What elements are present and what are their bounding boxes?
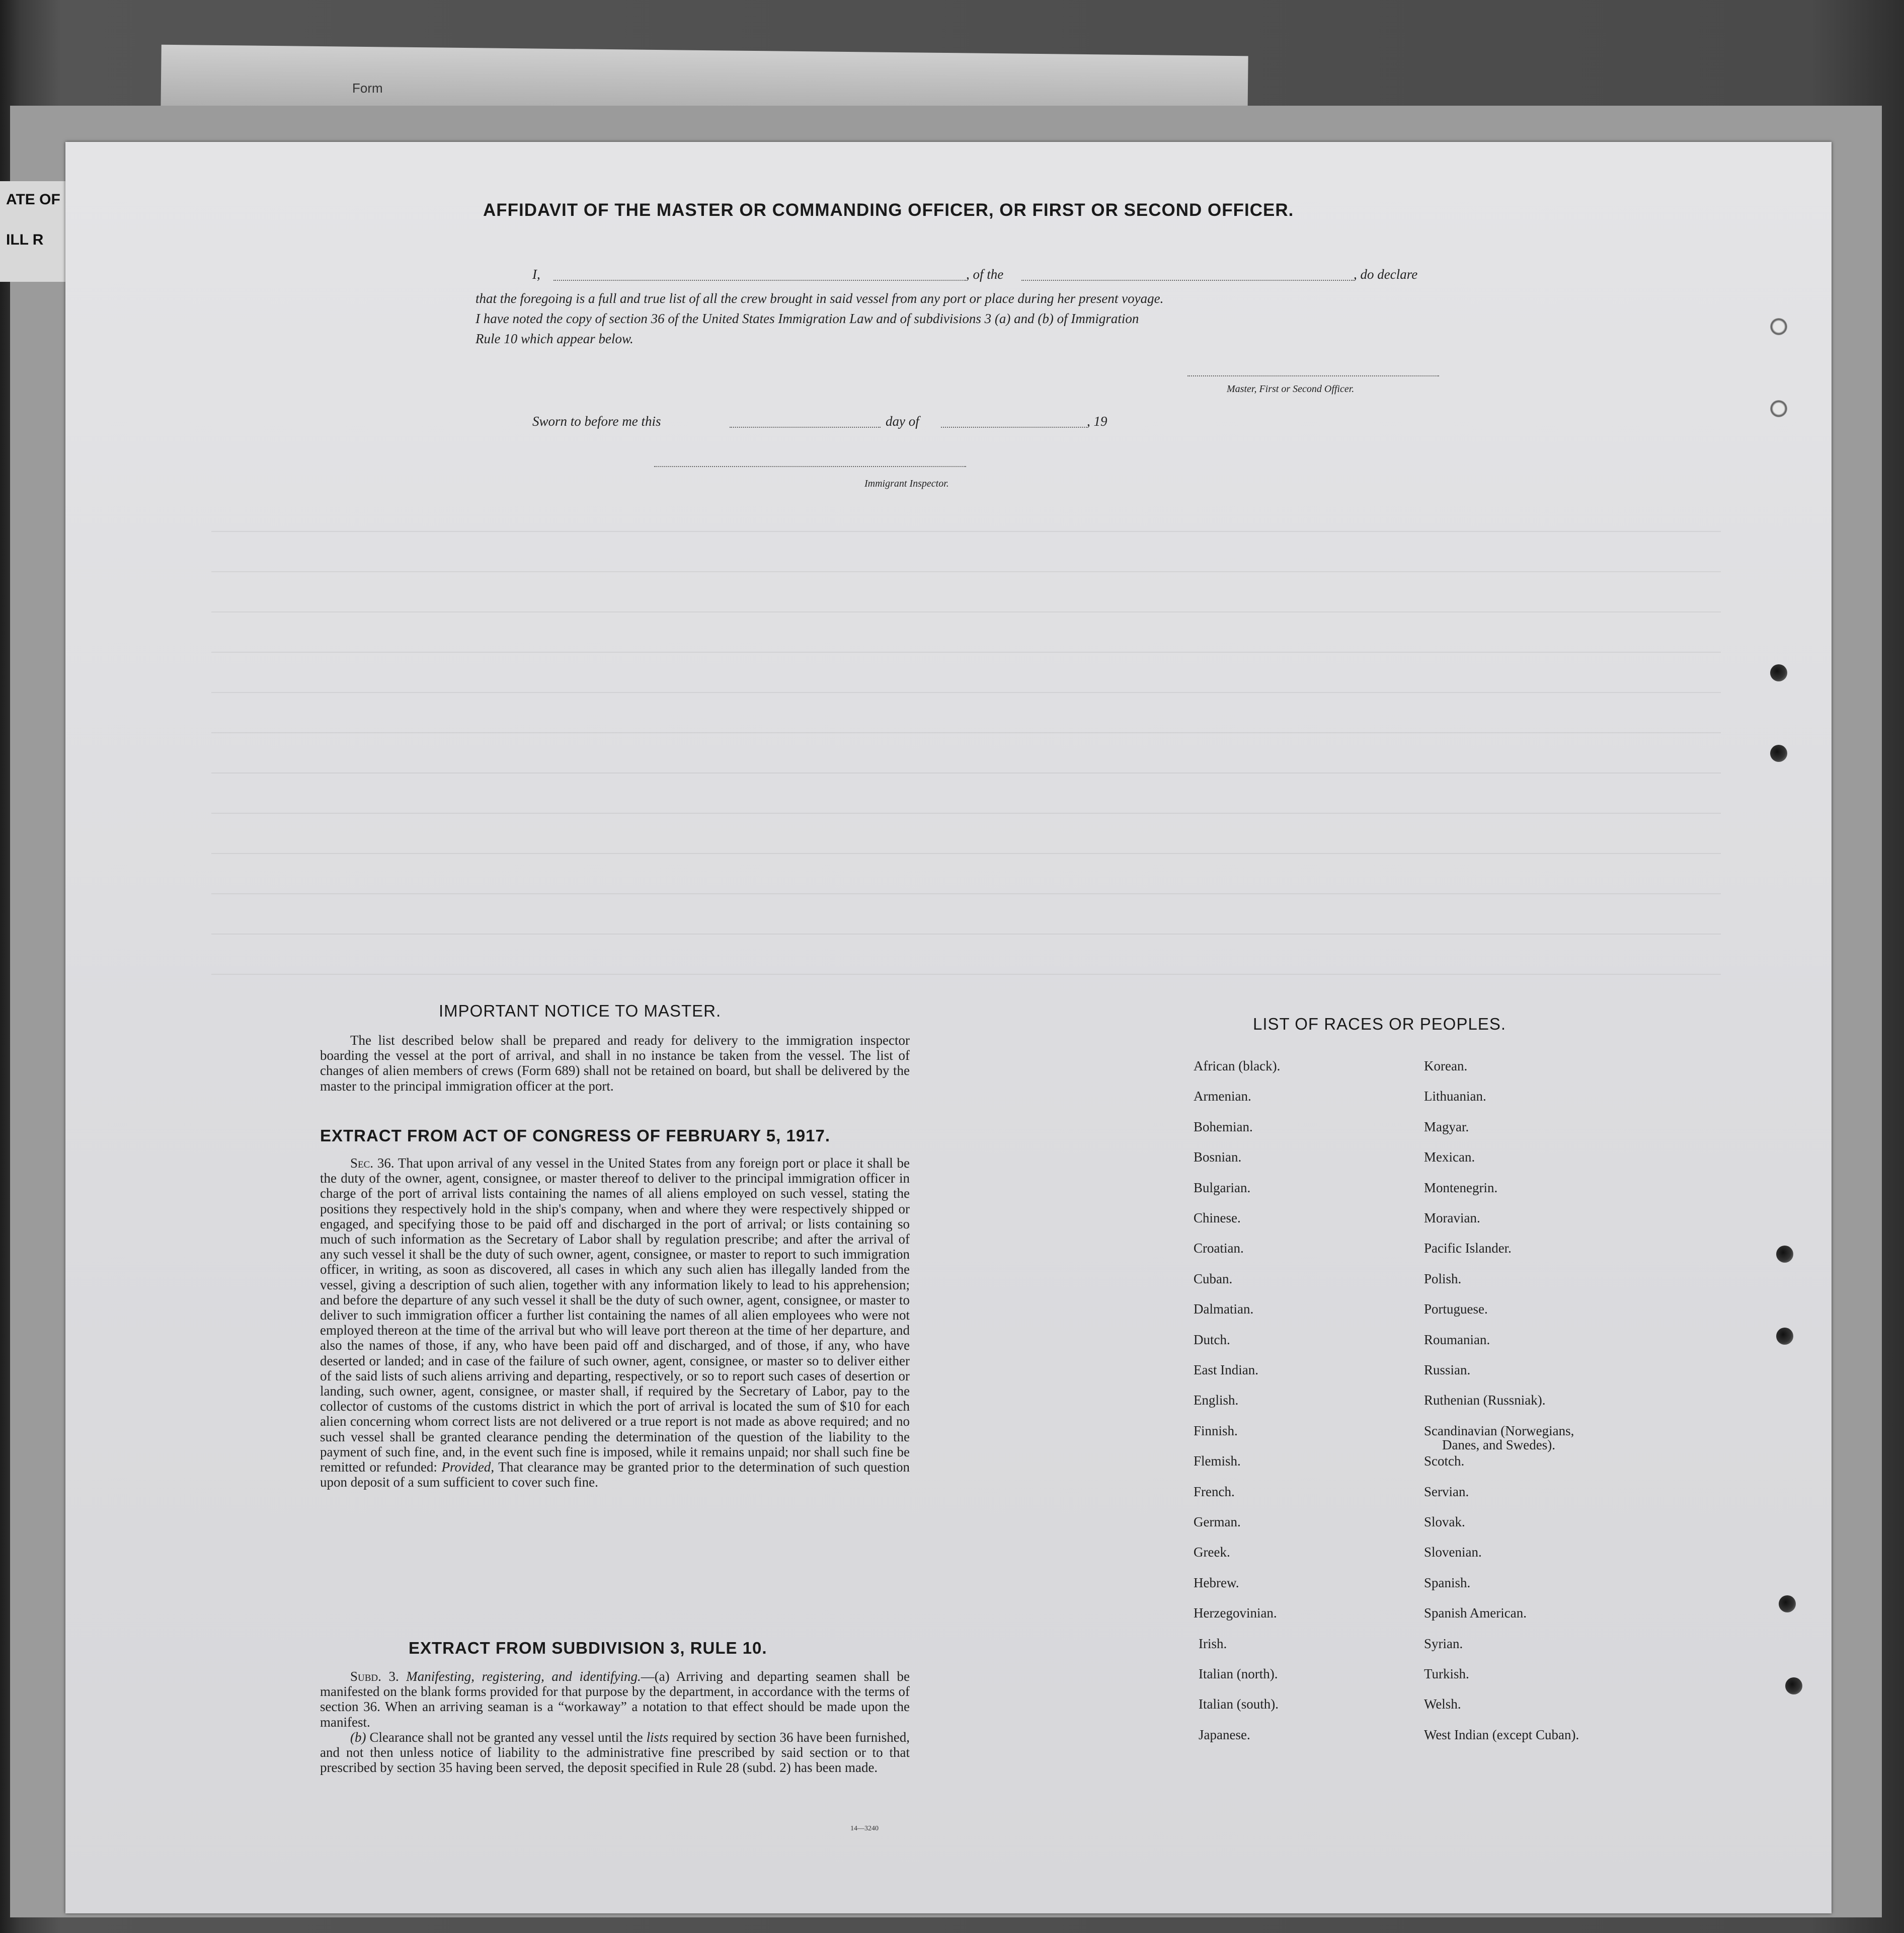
race-item: Korean. [1424,1058,1468,1073]
affidavit-line-4: Rule 10 which appear below. [475,331,633,346]
sworn-day-blank [730,427,881,428]
race-item: Magyar. [1424,1119,1469,1134]
affidavit-line-2: that the foregoing is a full and true list of all the crew brought in said vessel from any port or place during her present voyage. [475,291,1164,306]
act-title: EXTRACT FROM ACT OF CONGRESS OF FEBRUARY 5, 1917. [320,1126,831,1145]
master-signature-label: Master, First or Second Officer. [1227,383,1355,395]
race-item: German. [1194,1514,1241,1529]
race-item: Pacific Islander. [1424,1241,1512,1256]
race-item: Cuban. [1194,1271,1233,1286]
race-item: Slovenian. [1424,1544,1482,1560]
vessel-blank [1021,280,1354,281]
tab-label: Form [352,81,383,96]
affidavit-title: AFFIDAVIT OF THE MASTER OR COMMANDING OFFICER, OR FIRST OR SECOND OFFICER. [483,200,1294,220]
rule-subd-label: Subd. 3. [350,1669,399,1684]
rule-para-b-1: Clearance shall not be granted any vessel until the [369,1729,643,1745]
race-item: Spanish. [1424,1575,1471,1590]
race-item: Herzegovinian. [1194,1605,1277,1621]
inspector-signature-line [654,466,966,467]
race-item: Syrian. [1424,1636,1463,1651]
affidavit-of-the: , of the [966,267,1004,282]
name-blank [553,280,966,281]
day-of-text: day of [886,414,919,429]
race-item: Scandinavian (Norwegians, [1424,1423,1574,1438]
rule-para-b-lists: lists [646,1729,669,1745]
race-item: French. [1194,1484,1235,1499]
adjacent-page-text-1: ATE OF [6,191,60,208]
race-item: Polish. [1424,1271,1462,1286]
race-item: Portuguese. [1424,1301,1488,1317]
binder-hole [1785,1677,1802,1694]
rule-para-a: —(a) Arriving and departing seamen shall be manifested on the blank forms provided for that purpose by the department, in accordance with the terms of section 36. When an arriving seaman is a “workaway” a notation to that effect should be made upon the manifest. [320,1669,910,1730]
race-item: Hebrew. [1194,1575,1239,1590]
race-item: Irish. [1199,1636,1227,1651]
race-item: Bosnian. [1194,1149,1242,1165]
master-signature-line [1187,375,1439,376]
binder-hole [1770,400,1787,417]
rule-body [320,1669,910,1775]
act-body-text-end: That clearance may be granted prior to the determination of such question upon deposit of a sum sufficient to cover such fine. [320,1459,910,1490]
binder-hole [1770,745,1787,762]
affidavit-i: I, [532,267,540,282]
inspector-signature-label: Immigrant Inspector. [864,478,949,489]
race-item: Mexican. [1424,1149,1475,1165]
race-item: Croatian. [1194,1241,1244,1256]
act-body-text: That upon arrival of any vessel in the United States from any foreign port or place it shall be the duty of the owner, agent, consignee, or master thereof to deliver to the principal immigration officer in charge of the port of arrival lists containing the names of all aliens employed on such vessel, stating the positions they respectively hold in the ship's company, when and where they were respectively shipped or engaged, and specifying those to be paid off and discharged in the port of arrival; or lists containing so much of such information as the Secretary of Labor shall by regulation prescribe; and after the arrival of any such vessel it shall be the duty of such owner, agent, consignee, or master to report to such immigration officer, in writing, as soon as discovered, all cases in which any such alien has illegally landed from the vessel, giving a description of such alien, together with any information likely to lead to his apprehension; and before the departure of any such vessel it shall be the duty of such owner, agent, consignee, or master to deliver to such immigration officer a further list containing the names of all alien employees who were not employed thereon at the time of the arrival but who will leave port thereon at the time of her departure, and also the names of those, if any, who have been paid off and discharged, and of those, if any, who have deserted or landed; and in case of the failure of such owner, agent, consignee, or master so to deliver either of the said lists of such aliens arriving and departing, respectively, or so to report such cases of desertion or landing, such owner, agent, consignee, or master shall, if required by the Secretary of Labor, pay to the collector of customs of the customs district in which the port of arrival is located the sum of $10 for each alien concerning whom correct lists are not delivered or a true report is not made as above required; and no such vessel shall be granted clearance pending the determination of the question of the liability to the payment of such fine, and, in the event such fine is imposed, while it remains unpaid; nor shall such fine be remitted or refunded: [320,1155,910,1475]
race-item: Servian. [1424,1484,1469,1499]
rule-title: EXTRACT FROM SUBDIVISION 3, RULE 10. [409,1639,767,1657]
race-item: Ruthenian (Russniak). [1424,1393,1546,1408]
act-provided: Provided, [441,1459,495,1475]
affidavit-line-3: I have noted the copy of section 36 of the United States Immigration Law and of subdivisions 3 (a) and (b) of Immigration [475,311,1139,326]
adjacent-page-edge [0,181,70,282]
binder-hole [1770,664,1787,681]
race-item: Italian (north). [1199,1666,1278,1681]
sworn-month-blank [941,427,1087,428]
act-section-label: Sec. 36. [350,1155,394,1171]
race-item: Bohemian. [1194,1119,1253,1134]
notice-body [320,1033,910,1094]
race-item: Danes, and Swedes). [1442,1437,1555,1452]
sworn-text: Sworn to before me this [532,414,661,429]
race-item: Dutch. [1194,1332,1230,1347]
rule-subd-heading: Manifesting, registering, and identifying. [406,1669,641,1684]
race-item: Spanish American. [1424,1605,1527,1621]
manifest-page [65,142,1832,1913]
race-item: Chinese. [1194,1210,1241,1225]
binder-hole [1776,1246,1793,1263]
race-item: Finnish. [1194,1423,1238,1438]
rule-b-label: (b) [350,1729,366,1745]
race-item: Welsh. [1424,1696,1461,1712]
rule-para-b-2: required by section 36 have been furnished, and not then unless notice of liability to the administrative fine prescribed by said section or to that prescribed by section 35 having been served, the deposit specified in Rule 28 (subd. 2) has been made. [320,1729,910,1775]
race-item: East Indian. [1194,1362,1258,1377]
race-item: Turkish. [1424,1666,1469,1681]
race-item: Bulgarian. [1194,1180,1251,1195]
form-code: 14—3240 [850,1825,879,1832]
race-item: Russian. [1424,1362,1471,1377]
race-item: Armenian. [1194,1089,1251,1104]
race-item: Moravian. [1424,1210,1480,1225]
race-item: Roumanian. [1424,1332,1490,1347]
year-prefix: , 19 [1087,414,1107,429]
race-item: Flemish. [1194,1453,1241,1469]
race-item: Greek. [1194,1544,1230,1560]
race-item: Slovak. [1424,1514,1465,1529]
binder-hole [1776,1328,1793,1345]
affidavit-declare: , do declare [1354,267,1418,282]
race-item: Japanese. [1199,1727,1250,1742]
notice-body-text: The list described below shall be prepared and ready for delivery to the immigration inspector boarding the vessel at the port of arrival, and shall in no instance be taken from the vessel. The list of changes of alien members of crews (Form 689) shall not be retained on board, but shall be delivered by the master to the principal immigration officer at the port. [320,1033,910,1094]
race-item: Dalmatian. [1194,1301,1254,1317]
race-item: Scotch. [1424,1453,1465,1469]
races-title: LIST OF RACES OR PEOPLES. [1253,1015,1506,1033]
notice-title: IMPORTANT NOTICE TO MASTER. [439,1001,722,1020]
race-item: English. [1194,1393,1239,1408]
race-item: West Indian (except Cuban). [1424,1727,1579,1742]
binder-hole [1770,318,1787,335]
race-item: Italian (south). [1199,1696,1279,1712]
adjacent-page-text-2: ILL R [6,231,44,248]
race-item: Lithuanian. [1424,1089,1486,1104]
act-body [320,1155,910,1490]
race-item: Montenegrin. [1424,1180,1498,1195]
race-item: African (black). [1194,1058,1281,1073]
binder-hole [1779,1595,1796,1612]
